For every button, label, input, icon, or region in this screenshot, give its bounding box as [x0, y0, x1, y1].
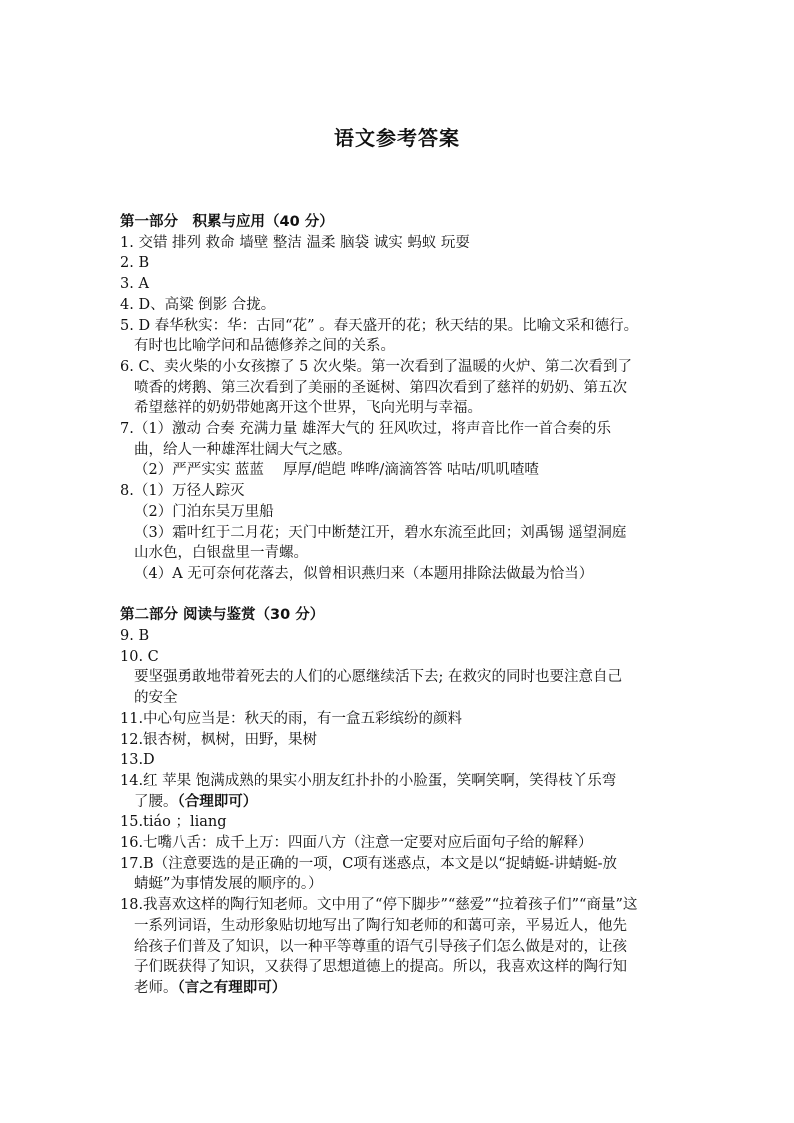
part1-heading: 第一部分 积累与应用（40 分） — [120, 214, 334, 230]
answer-subitem: （2）门泊东吴万里船 — [134, 503, 274, 520]
answer-line: 12.银杏树，枫树，田野，果树 — [120, 731, 318, 748]
answer-subitem: （2）严严实实 蓝蓝 厚厚/皑皑 哗哗/滴滴答答 咕咕/叽叽喳喳 — [134, 462, 539, 479]
answer-line: 5. D 春华秋实：华：古同“花” 。春天盛开的花；秋天结的果。比喻文采和德行。 — [120, 317, 639, 334]
answer-line: 7.（1）激动 合奏 充满力量 雄浑大气的 狂风吹过，将声音比作一首合奏的乐 — [120, 421, 611, 438]
answer-subitem: （4）A 无可奈何花落去，似曾相识燕归来（本题用排除法做最为恰当） — [134, 565, 594, 582]
answer-line: 13.D — [120, 752, 155, 769]
answer-line-continued: 希望慈祥的奶奶带她离开这个世界，飞向光明与幸福。 — [134, 400, 482, 417]
answer-line: 8.（1）万径人踪灭 — [120, 483, 245, 500]
answer-line-continued: 一系列词语，生动形象贴切地写出了陶行知老师的和蔼可亲，平易近人，他先 — [134, 917, 627, 934]
answer-line: 10. C — [120, 648, 159, 665]
answer-line: 14.红 苹果 饱满成熟的果实小朋友红扑扑的小脸蛋，笑啊笑啊，笑得枝丫乐弯 — [120, 772, 617, 789]
answer-line-continued: 要坚强勇敢地带着死去的人们的心愿继续活下去; 在救灾的同时也要注意自己 — [134, 669, 622, 686]
answer-line-continued — [134, 978, 680, 999]
answer-line: 11.中心句应当是：秋天的雨，有一盒五彩缤纷的颜料 — [120, 710, 463, 727]
answer-line: 4. D、高粱 倒影 合拢。 — [120, 296, 276, 313]
answer-note-bold: （合理即可） — [177, 793, 258, 810]
answer-text: 了腰。 — [134, 793, 178, 810]
answer-content — [120, 212, 680, 999]
answer-line-continued — [134, 792, 680, 813]
page-title: 语文参考答案 — [334, 126, 460, 150]
answer-line: 6. C、卖火柴的小女孩擦了 5 次火柴。第一次看到了温暖的火炉、第二次看到了 — [120, 358, 632, 375]
answer-line-continued: 子们既获得了知识，又获得了思想道德上的提高。所以，我喜欢这样的陶行知 — [134, 959, 627, 976]
answer-line: 9. B — [120, 628, 150, 645]
answer-line: 15.tiáo ；liang — [120, 814, 227, 831]
answer-text: 老师。 — [134, 980, 178, 996]
answer-line: 1. 交错 排列 救命 墙壁 整洁 温柔 脑袋 诚实 蚂蚁 玩耍 — [120, 234, 470, 251]
answer-line-continued: 山水色，白银盘里一青螺。 — [134, 545, 308, 562]
answer-line-continued: 给孩子们普及了知识，以一种平等尊重的语气引导孩子们怎么做是对的，让孩 — [134, 938, 627, 955]
answer-line: 17.B（注意要选的是正确的一项，C项有迷惑点，本文是以“捉蜻蜓-讲蜻蜓-放 — [120, 855, 618, 872]
answer-line-continued: 有时也比喻学问和品德修养之间的关系。 — [134, 338, 395, 355]
answer-line: 16.七嘴八舌：成千上万：四面八方（注意一定要对应后面句子给的解释） — [120, 835, 593, 852]
answer-line: 18.我喜欢这样的陶行知老师。文中用了“停下脚步”“慈爱”“拉着孩子们”“商量”这 — [120, 897, 638, 914]
answer-note-bold: （言之有理即可） — [177, 980, 287, 996]
answer-subitem: （3）霜叶红于二月花；天门中断楚江开，碧水东流至此回；刘禹锡 遥望洞庭 — [134, 524, 627, 541]
section-gap — [120, 585, 680, 606]
answer-line: 3. A — [120, 276, 149, 293]
answer-line-continued: 的安全 — [134, 690, 178, 707]
part2-heading: 第二部分 阅读与鉴赏（30 分） — [120, 607, 325, 624]
answer-line-continued: 曲，给人一种雄浑壮阔大气之感。 — [134, 441, 352, 458]
answer-line-continued: 喷香的烤鹅、第三次看到了美丽的圣诞树、第四次看到了慈祥的奶奶、第五次 — [134, 379, 627, 396]
answer-line: 2. B — [120, 255, 150, 272]
answer-line-continued: 蜻蜓”为事情发展的顺序的。） — [134, 876, 323, 893]
